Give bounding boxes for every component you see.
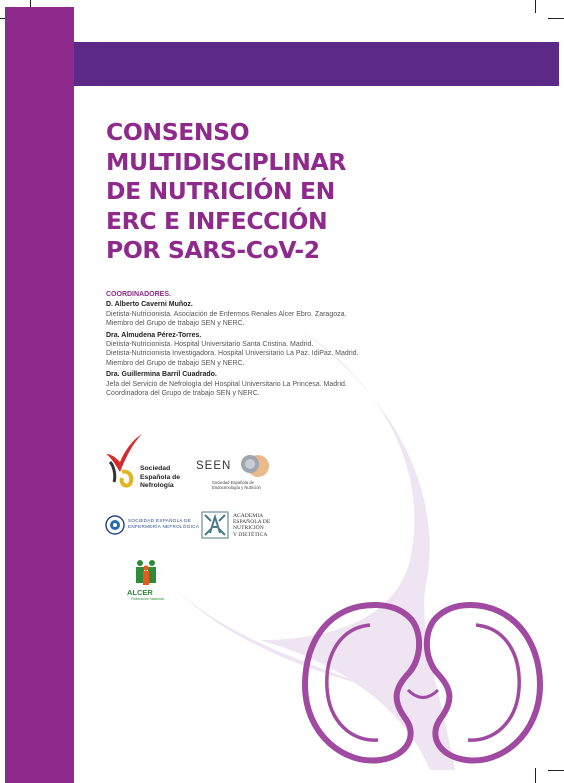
seen-logo-name: SEEN (196, 460, 232, 472)
coordinators-heading: COORDINADORES. (106, 291, 171, 298)
aend-emblem-icon (201, 511, 229, 539)
logo-text-line: Endocrinología y Nutrición (212, 485, 261, 491)
coordinator-entry (106, 300, 406, 328)
logo-text-line: Española de (140, 473, 181, 481)
logo-text-line: NUTRICIÓN (233, 525, 264, 532)
coordinator-affiliation: Jefa del Servicio de Nefrología del Hospital Universitario La Princesa. Madrid. (106, 380, 347, 388)
coordinator-affiliation: Dietista-Nutricionista Investigadora. Hospital Universitario La Paz. IdiPaz. Madrid. (106, 350, 359, 358)
coordinator-entry (106, 370, 406, 398)
logo-text-line: ENFERMERÍA NEFROLÓGICA (128, 524, 200, 529)
logo-text-line: Sociedad (140, 465, 171, 472)
coordinator-name: Dra. Guillermina Barril Cuadrado. (106, 371, 217, 379)
coordinator-affiliation: Dietista-Nutricionista. Asociación de Enfermos Renales Alcer Ebro. Zaragoza. (106, 310, 347, 318)
title-line: ERC E INFECCIÓN (106, 206, 328, 235)
kidney-right-inner (468, 625, 519, 740)
coordinator-affiliation: Dietista-Nutricionista. Hospital Universitario Santa Cristina. Madrid. (106, 341, 314, 349)
coordinator-affiliation: Miembro del Grupo de trabajo SEN y NERC. (106, 359, 245, 367)
sen-logo-text (140, 465, 180, 491)
alcer-logo-subtitle: Federación Nacional (131, 597, 164, 601)
logo-text-line: Sociedad Española de (212, 480, 254, 485)
aend-logo-text (233, 513, 270, 538)
coordinator-name: D. Alberto Caverni Muñoz. (106, 301, 193, 309)
alcer-logo-name: ALCER (127, 588, 153, 597)
document-title (106, 118, 406, 266)
seen-globe-icon (234, 452, 274, 480)
coordinators-section (106, 290, 406, 400)
coordinator-affiliation: Coordinadora del Grupo de trabajo SEN y NERC. (106, 390, 260, 398)
coordinator-entry (106, 331, 406, 369)
seden-seal-icon (105, 515, 125, 535)
logo-text-line: Nefrología (140, 482, 174, 489)
alcer-people-icon (134, 559, 158, 587)
title-line: DE NUTRICIÓN EN (106, 177, 335, 205)
logo-text-line: SOCIEDAD ESPAÑOLA DE (128, 518, 192, 523)
logo-text-line: ESPAÑOLA DE (233, 519, 271, 526)
logo-text-line: ACADEMIA (233, 513, 264, 519)
coordinator-affiliation: Miembro del Grupo de trabajo SEN y NERC. (106, 320, 245, 328)
title-line: MULTIDISCIPLINAR (106, 147, 346, 176)
title-line: POR SARS-CoV-2 (106, 236, 320, 264)
logo-text-line: Y DIETÉTICA (233, 531, 268, 538)
coordinator-name: Dra. Almudena Pérez-Torres. (106, 331, 202, 339)
seden-logo-text (128, 518, 199, 530)
sen-checkmark-icon (104, 432, 144, 488)
title-line: CONSENSO (106, 118, 250, 146)
seen-logo-subtitle (212, 480, 261, 490)
